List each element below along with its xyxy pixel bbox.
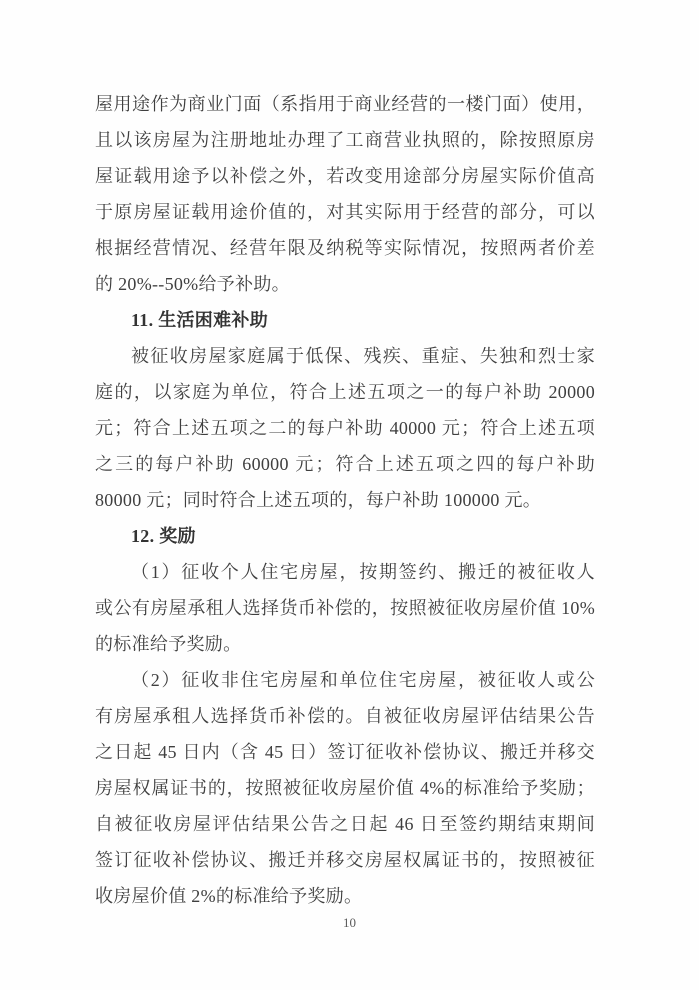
text-line: 房屋权属证书的，按照被征收房屋价值 4%的标准给予奖励； — [95, 778, 595, 798]
text-line: 被征收房屋家庭属于低保、残疾、重症、失独和烈士家 — [131, 346, 595, 366]
text-line: 的标准给予奖励。 — [95, 634, 242, 654]
text-line: （1）征收个人住宅房屋，按期签约、搬迁的被征收人 — [131, 562, 595, 582]
text-line: 之三的每户补助 60000 元；符合上述五项之四的每户补助 — [95, 454, 595, 474]
text-line: 的 20%--50%给予补助。 — [95, 274, 290, 294]
text-line: 之日起 45 日内（含 45 日）签订征收补偿协议、搬迁并移交 — [95, 742, 595, 762]
text-line: 或公有房屋承租人选择货币补偿的，按照被征收房屋价值 10% — [95, 598, 595, 618]
section-heading: 11. 生活困难补助 — [131, 310, 269, 330]
section-heading: 12. 奖励 — [131, 526, 196, 546]
text-line: 80000 元；同时符合上述五项的，每户补助 100000 元。 — [95, 490, 542, 510]
text-line: 屋用途作为商业门面（系指用于商业经营的一楼门面）使用， — [95, 94, 595, 114]
text-line: 签订征收补偿协议、搬迁并移交房屋权属证书的，按照被征 — [95, 850, 595, 870]
text-line: 屋证载用途予以补偿之外，若改变用途部分房屋实际价值高 — [95, 166, 595, 186]
text-block — [95, 86, 595, 914]
text-line: 元；符合上述五项之二的每户补助 40000 元；符合上述五项 — [95, 418, 595, 438]
page-number: 10 — [343, 915, 356, 930]
text-line: 自被征收房屋评估结果公告之日起 46 日至签约期结束期间 — [95, 814, 595, 834]
text-line: 有房屋承租人选择货币补偿的。自被征收房屋评估结果公告 — [95, 706, 595, 726]
text-line: 收房屋价值 2%的标准给予奖励。 — [95, 886, 363, 906]
text-line: （2）征收非住宅房屋和单位住宅房屋，被征收人或公 — [131, 670, 595, 690]
text-line: 庭的，以家庭为单位，符合上述五项之一的每户补助 20000 — [95, 382, 595, 402]
text-line: 于原房屋证载用途价值的，对其实际用于经营的部分，可以 — [95, 202, 595, 222]
text-line: 根据经营情况、经营年限及纳税等实际情况，按照两者价差 — [95, 238, 595, 258]
text-line: 且以该房屋为注册地址办理了工商营业执照的，除按照原房 — [95, 130, 595, 150]
